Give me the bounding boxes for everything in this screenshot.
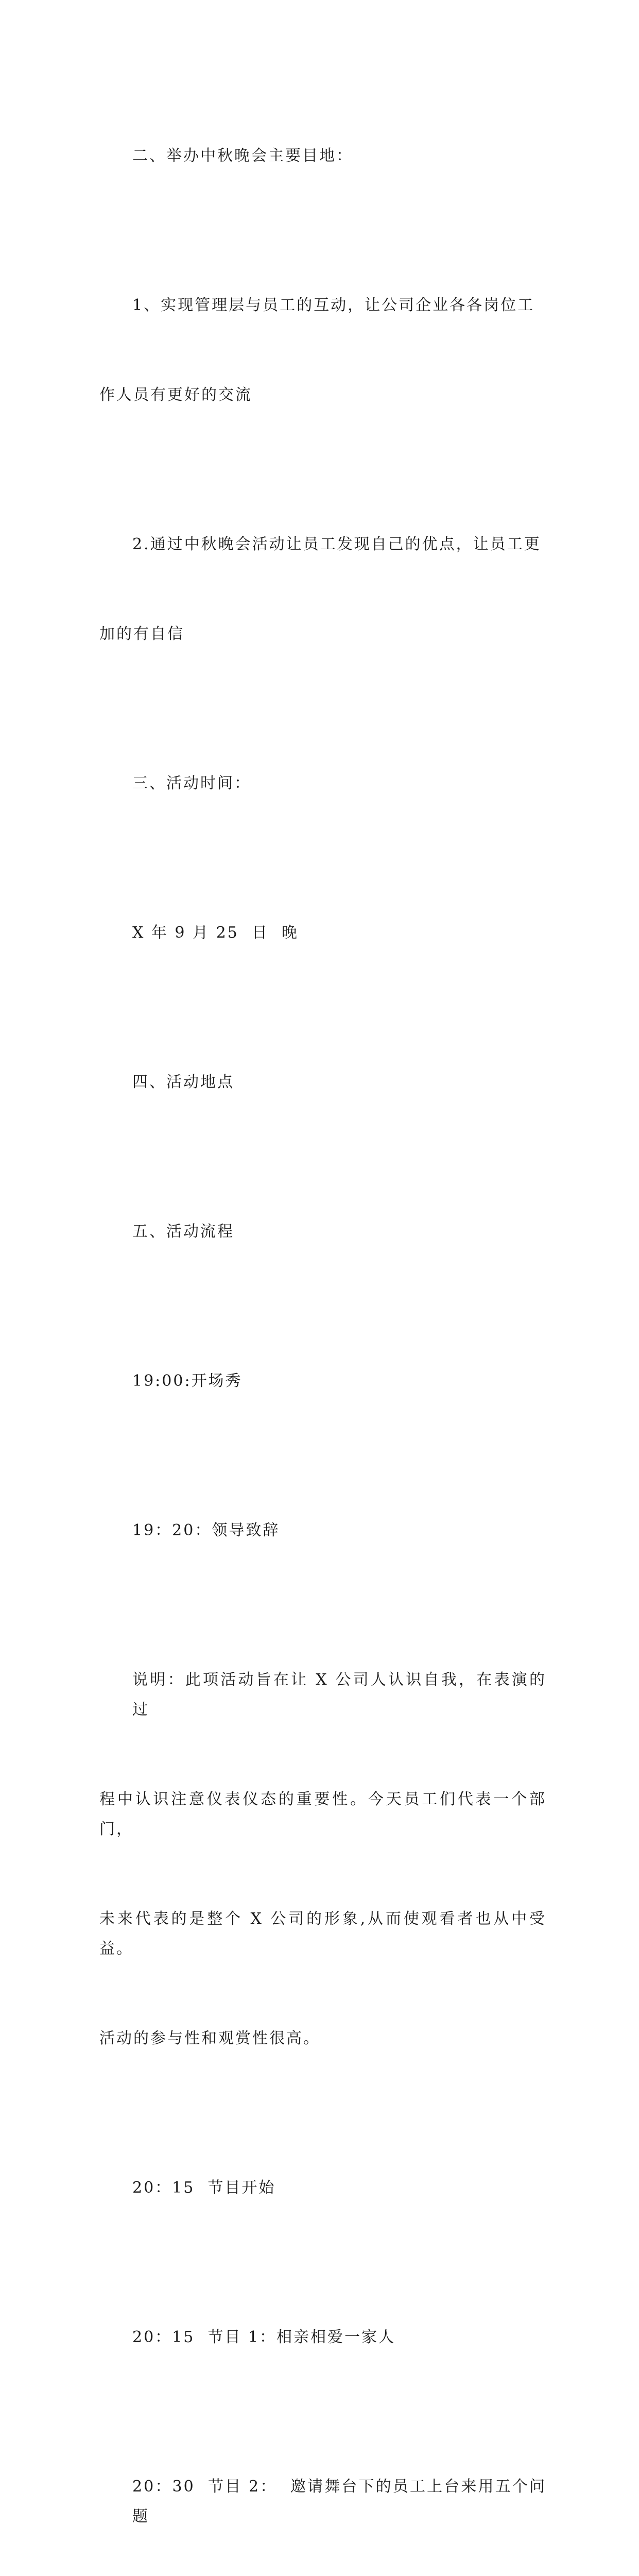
- paragraph-location-heading: [99, 1008, 546, 1157]
- paragraph-purpose-heading: [99, 81, 546, 231]
- text-line: 19：20：领导致辞: [132, 1521, 280, 1539]
- schedule-item-program-2: [99, 2412, 546, 2576]
- schedule-item-program-start: [99, 2113, 546, 2263]
- text-line: 四、活动地点: [132, 1073, 234, 1091]
- text-line: 作人员有更好的交流: [99, 386, 252, 404]
- document-body: [99, 81, 546, 2576]
- text-line: X 年 9 月 25 日 晚: [132, 924, 299, 942]
- paragraph-purpose-1: [99, 231, 546, 470]
- paragraph-explanation: [99, 1605, 546, 2113]
- text-line: 加的有自信: [99, 625, 184, 643]
- text-line: 1、实现管理层与员工的互动，让公司企业各各岗位工: [132, 296, 535, 314]
- text-line: 三、活动时间：: [132, 774, 251, 792]
- paragraph-process-heading: [99, 1157, 546, 1307]
- text-line: 20：15 节目开始: [132, 2179, 276, 2197]
- text-line: 20：15 节目 1：相亲相爱一家人: [132, 2328, 396, 2346]
- text-line: 程中认识注意仪表仪态的重要性。今天员工们代表一个部门，: [99, 1790, 546, 1838]
- text-line: 活动的参与性和观赏性很高。: [99, 2029, 320, 2047]
- text-line: 20：30 节目 2： 邀请舞台下的员工上台来用五个问题: [132, 2478, 546, 2526]
- paragraph-date: [99, 858, 546, 1008]
- text-line: 五、活动流程: [132, 1223, 234, 1241]
- schedule-item-program-1: [99, 2263, 546, 2412]
- schedule-item-opening: [99, 1307, 546, 1456]
- text-line: 19:00:开场秀: [132, 1372, 243, 1390]
- schedule-item-speech: [99, 1456, 546, 1605]
- text-line: 未来代表的是整个 X 公司的形象,从而使观看者也从中受益。: [99, 1910, 546, 1958]
- paragraph-time-heading: [99, 709, 546, 858]
- paragraph-purpose-2: [99, 470, 546, 709]
- text-line: 二、举办中秋晚会主要目地：: [132, 147, 353, 165]
- text-line: 2.通过中秋晚会活动让员工发现自己的优点，让员工更: [132, 535, 541, 553]
- text-line: 说明：此项活动旨在让 X 公司人认识自我，在表演的过: [132, 1671, 546, 1719]
